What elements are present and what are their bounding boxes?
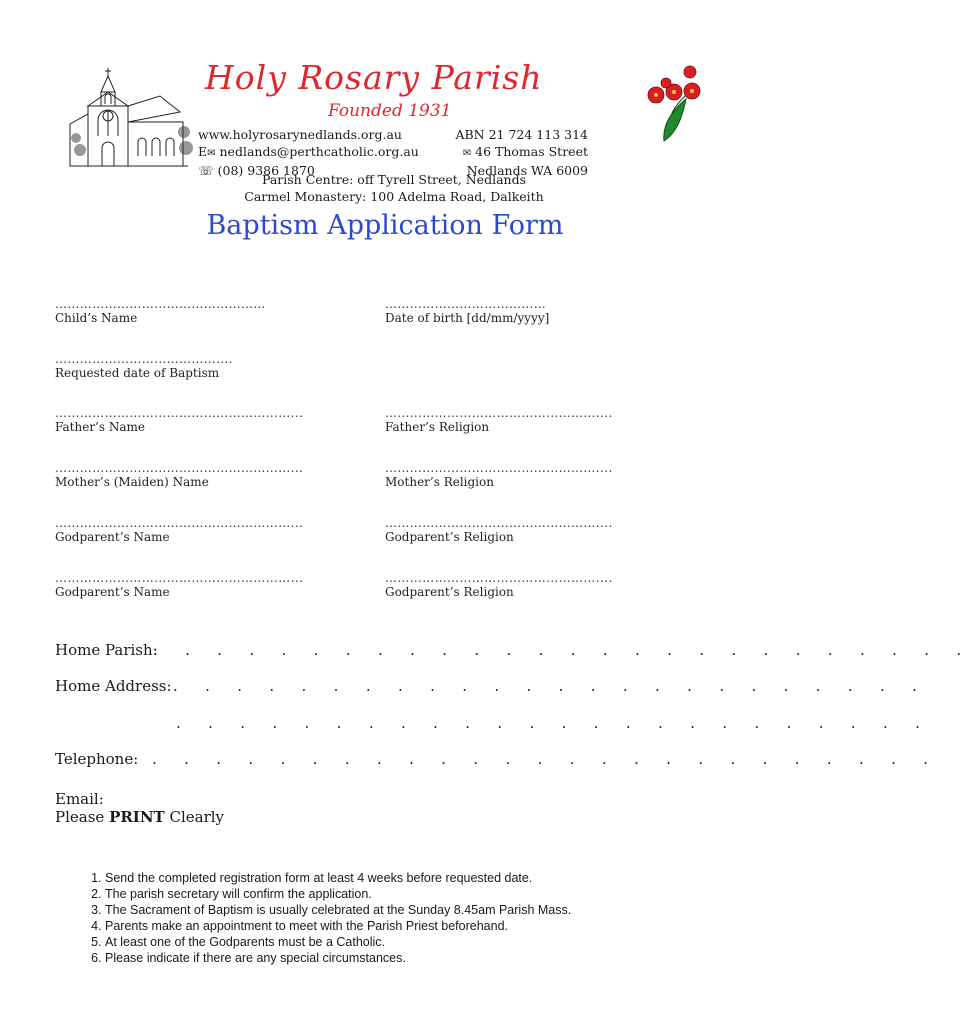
email-label: Email:: [55, 790, 104, 808]
note-item: 4. Parents make an appointment to meet with the Parish Priest beforehand.: [105, 918, 571, 934]
field-father-religion[interactable]: [385, 406, 613, 434]
street-line: [430, 143, 588, 162]
field-label: Mother’s Religion: [385, 475, 494, 489]
field-dots: …………………………………….: [55, 352, 233, 366]
note-item: 5. At least one of the Godparents must be a Catholic.: [105, 934, 571, 950]
email-line: [198, 143, 419, 162]
field-child-name[interactable]: [55, 297, 266, 325]
address-block: [200, 171, 588, 205]
print-suffix: Clearly: [164, 808, 225, 826]
home-parish-input[interactable]: . . . . . . . . . . . . . . . . . . . . . . . . . .: [153, 641, 972, 659]
notes-list: [58, 870, 571, 966]
telephone-label: Telephone:: [55, 750, 139, 768]
home-parish-label: Home Parish:: [55, 641, 158, 659]
church-logo: [68, 66, 198, 176]
field-label: Godparent’s Religion: [385, 585, 514, 599]
mail-icon: ✉: [462, 148, 472, 159]
flower-logo: [642, 63, 710, 143]
home-address-input-line2[interactable]: . . . . . . . . . . . . . . . . . . . . . . . .: [176, 714, 932, 732]
print-clearly-note: [55, 808, 224, 826]
field-dots: …………………………………………………...: [55, 571, 304, 585]
field-godparent2-religion[interactable]: [385, 571, 613, 599]
field-date-of-birth[interactable]: [385, 297, 549, 325]
field-dots: …………………………………………………...: [55, 406, 304, 420]
street: 46 Thomas Street: [475, 144, 588, 159]
parish-centre: Parish Centre: off Tyrell Street, Nedlands: [261, 172, 526, 187]
field-label: Father’s Name: [55, 420, 145, 434]
note-item: 1. Send the completed registration form at least 4 weeks before requested date.: [105, 870, 571, 886]
telephone-input[interactable]: . . . . . . . . . . . . . . . . . . . . . . . . .: [152, 750, 940, 768]
monastery: Carmel Monastery: 100 Adelma Road, Dalkeith: [244, 189, 544, 204]
field-mother-name[interactable]: [55, 461, 303, 489]
field-mother-religion[interactable]: [385, 461, 613, 489]
field-dots: ……………………………………………....: [385, 461, 613, 475]
field-label: Child’s Name: [55, 311, 138, 325]
church-drawing: [68, 66, 198, 176]
phone: (08) 9386 1870: [217, 163, 315, 178]
field-dots: ……………………………………………: [55, 297, 266, 311]
field-dots: ……………………………………………....: [385, 571, 613, 585]
phone-icon: ☏: [198, 163, 214, 178]
field-godparent2-name[interactable]: [55, 571, 303, 599]
print-bold: PRINT: [109, 808, 165, 826]
suburb: Nedlands WA 6009: [466, 163, 588, 178]
parish-name: Holy Rosary Parish: [205, 58, 543, 97]
note-item: 6. Please indicate if there are any special circumstances.: [105, 950, 571, 966]
field-baptism-date[interactable]: [55, 352, 233, 380]
email-prefix: E: [198, 144, 208, 159]
field-dots: …………………………………………………...: [55, 461, 304, 475]
field-dots: ……………………………………………....: [385, 406, 613, 420]
print-prefix: Please: [55, 808, 110, 826]
field-dots: ……………………………………………....: [385, 516, 613, 530]
field-label: Mother’s (Maiden) Name: [55, 475, 209, 489]
envelope-icon: ✉: [207, 148, 216, 159]
field-dots: …………………………………………………...: [55, 516, 304, 530]
website: www.holyrosarynedlands.org.au: [198, 127, 402, 142]
field-label: Requested date of Baptism: [55, 366, 220, 380]
form-title: Baptism Application Form: [206, 210, 564, 241]
field-label: Date of birth [dd/mm/yyyy]: [385, 311, 550, 325]
home-address-input[interactable]: . . . . . . . . . . . . . . . . . . . . . . . .: [173, 677, 929, 695]
founded-year: Founded 1931: [328, 101, 452, 121]
field-godparent1-name[interactable]: [55, 516, 303, 544]
home-address-label: Home Address:: [55, 677, 172, 695]
email: nedlands@perthcatholic.org.au: [219, 144, 419, 159]
gum-blossom-drawing: [642, 63, 710, 143]
field-label: Godparent’s Name: [55, 585, 170, 599]
field-father-name[interactable]: [55, 406, 303, 434]
note-item: 3. The Sacrament of Baptism is usually celebrated at the Sunday 8.45am Parish Mass.: [105, 902, 571, 918]
note-item: 2. The parish secretary will confirm the application.: [105, 886, 571, 902]
field-label: Father’s Religion: [385, 420, 490, 434]
field-dots: …………………………………: [385, 297, 547, 311]
field-godparent1-religion[interactable]: [385, 516, 613, 544]
field-label: Godparent’s Religion: [385, 530, 514, 544]
abn: ABN 21 724 113 314: [455, 127, 588, 142]
field-label: Godparent’s Name: [55, 530, 170, 544]
